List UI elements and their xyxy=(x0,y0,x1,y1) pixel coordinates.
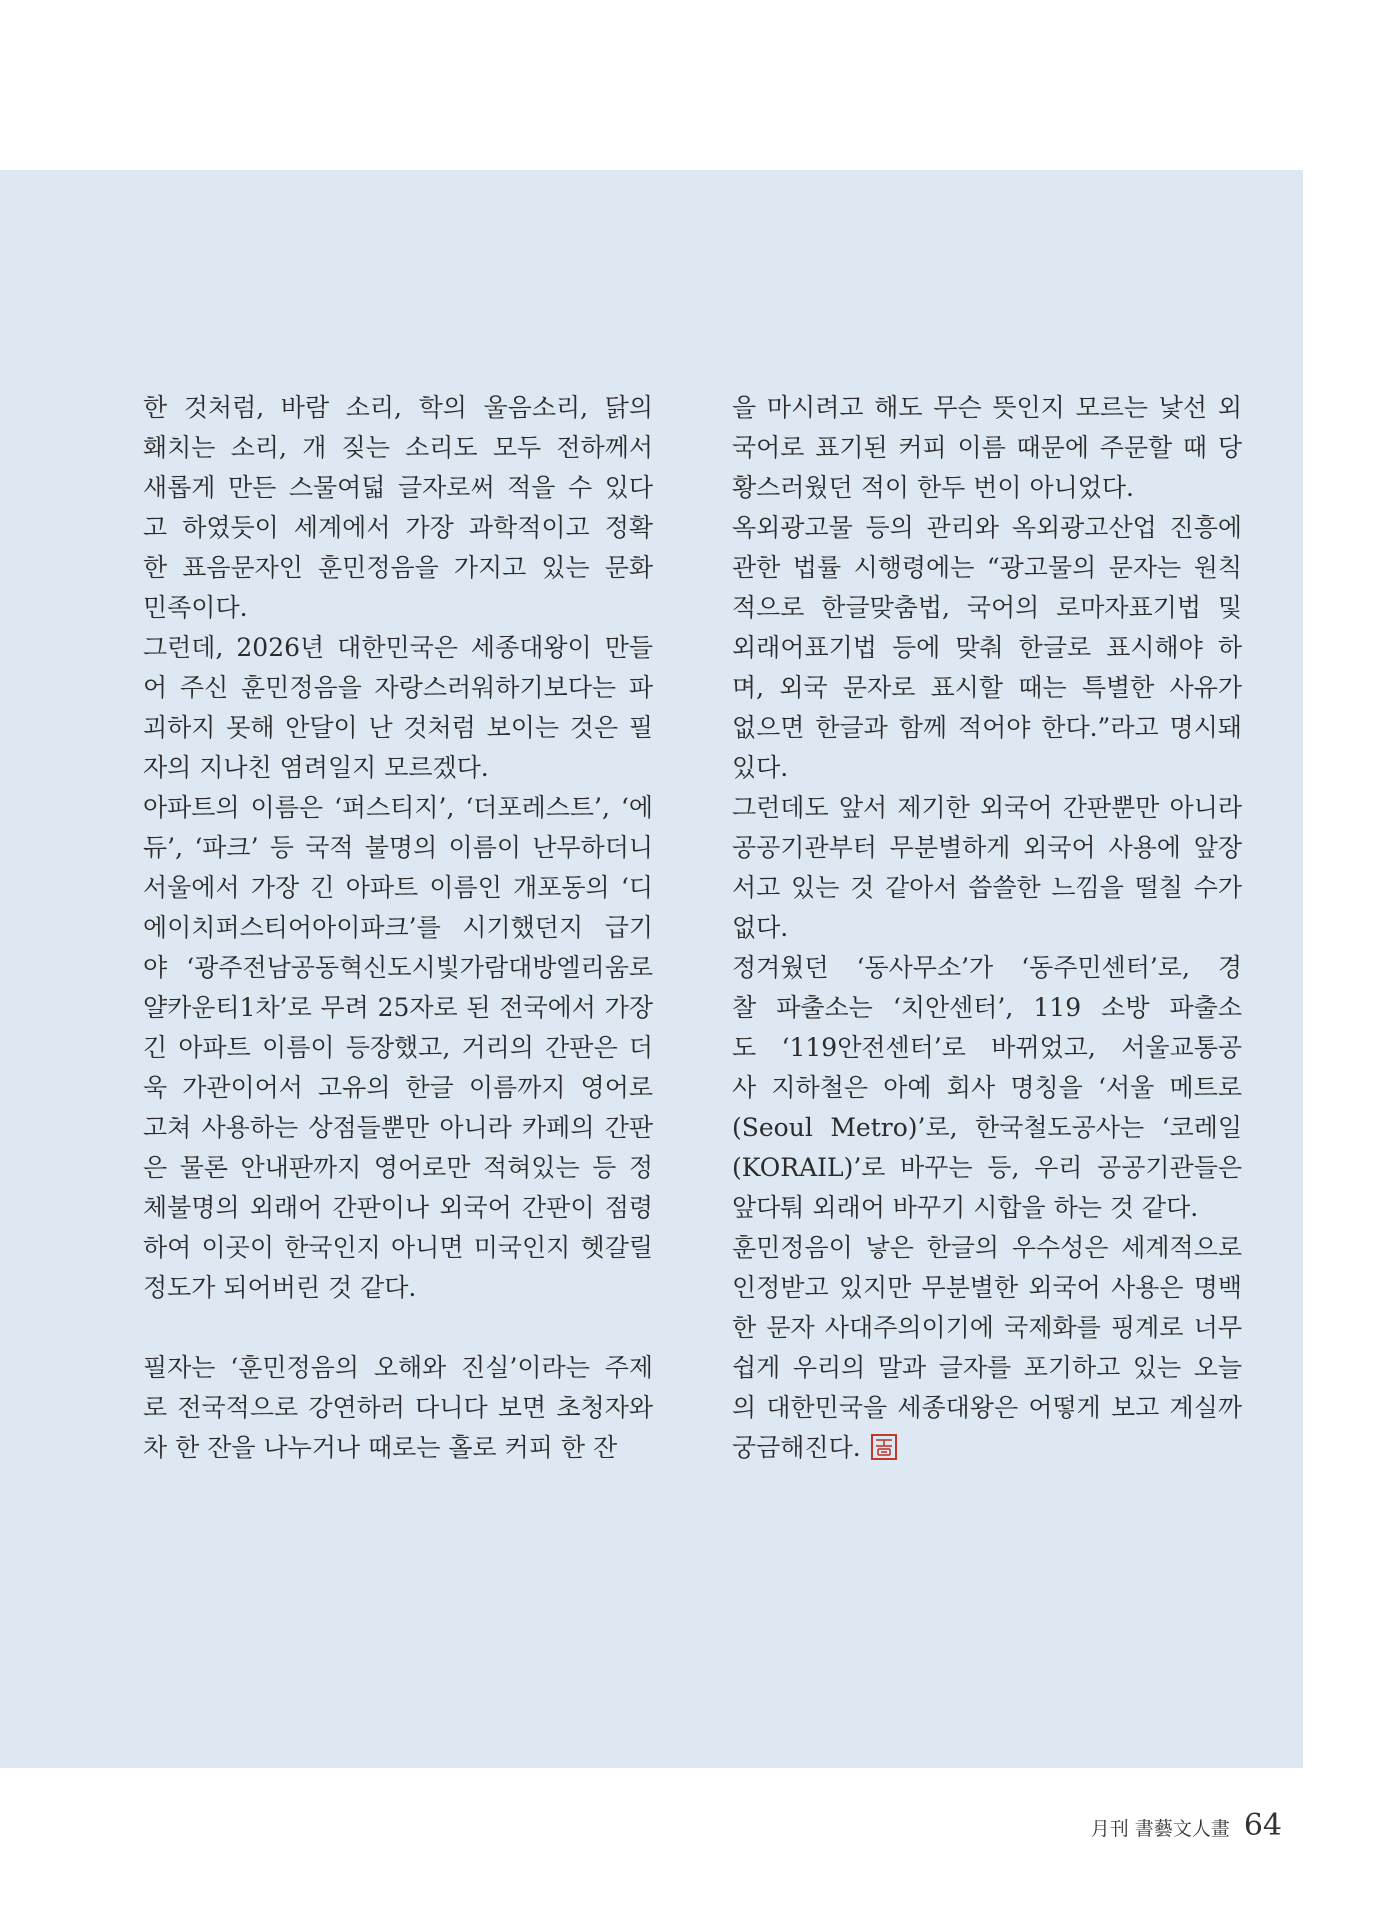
article-text-line: 쉽게 우리의 말과 글자를 포기하고 있는 오늘 xyxy=(732,1353,1242,1382)
article-text-line: 황스러웠던 적이 한두 번이 아니었다. xyxy=(732,473,1134,502)
article-text-line: 야 ‘광주전남공동혁신도시빛가람대방엘리움로 xyxy=(143,953,653,982)
article-text-line: 로 전국적으로 강연하러 다니다 보면 초청자와 xyxy=(143,1393,653,1422)
article-text-line: 국어로 표기된 커피 이름 때문에 주문할 때 당 xyxy=(732,433,1242,462)
article-text-line: 관한 법률 시행령에는 “광고물의 문자는 원칙 xyxy=(732,553,1242,582)
article-text-line: 적으로 한글맞춤법, 국어의 로마자표기법 및 xyxy=(732,593,1242,622)
article-text-line: (Seoul Metro)’로, 한국철도공사는 ‘코레일 xyxy=(732,1113,1242,1142)
article-text-line: 괴하지 못해 안달이 난 것처럼 보이는 것은 필 xyxy=(143,713,653,742)
article-text-line: 의 대한민국을 세종대왕은 어떻게 보고 계실까 xyxy=(732,1393,1242,1422)
article-text-line: 얄카운티1차’로 무려 25자로 된 전국에서 가장 xyxy=(143,993,653,1022)
article-right-column xyxy=(732,388,1242,1468)
article-text-line: 궁금해진다. xyxy=(732,1428,1242,1468)
article-text-line: 차 한 잔을 나누거나 때로는 홀로 커피 한 잔 xyxy=(143,1433,618,1462)
article-text-line: 찰 파출소는 ‘치안센터’, 119 소방 파출소 xyxy=(732,993,1242,1022)
article-text-line: 에이치퍼스티어아이파크’를 시기했던지 급기 xyxy=(143,913,653,942)
article-text-line: 고쳐 사용하는 상점들뿐만 아니라 카페의 간판 xyxy=(143,1113,653,1142)
article-text-line: 앞다퉈 외래어 바꾸기 시합을 하는 것 같다. xyxy=(732,1193,1199,1222)
page-number: 64 xyxy=(1243,1808,1282,1843)
article-left-column xyxy=(143,388,653,1468)
article-text-line: 어 주신 훈민정음을 자랑스러워하기보다는 파 xyxy=(143,673,653,702)
article-text-line: 아파트의 이름은 ‘퍼스티지’, ‘더포레스트’, ‘에 xyxy=(143,793,653,822)
article-text-line: 외래어표기법 등에 맞춰 한글로 표시해야 하 xyxy=(732,633,1242,662)
article-text-line: 훈민정음이 낳은 한글의 우수성은 세계적으로 xyxy=(732,1233,1242,1262)
paragraph-spacer xyxy=(143,1308,653,1348)
article-text-line: 서고 있는 것 같아서 씁쓸한 느낌을 떨칠 수가 xyxy=(732,873,1242,902)
article-text-line: 정겨웠던 ‘동사무소’가 ‘동주민센터’로, 경 xyxy=(732,953,1242,982)
magazine-title: 月刊 書藝文人畫 xyxy=(1090,1818,1230,1840)
article-text-line: 없다. xyxy=(732,913,789,942)
article-text-line: 서울에서 가장 긴 아파트 이름인 개포동의 ‘디 xyxy=(143,873,653,902)
article-text-line: 있다. xyxy=(732,753,789,782)
article-text-line: 새롭게 만든 스물여덟 글자로써 적을 수 있다 xyxy=(143,473,653,502)
article-text-line: 홰치는 소리, 개 짖는 소리도 모두 전하께서 xyxy=(143,433,653,462)
article-text-line: 을 마시려고 해도 무슨 뜻인지 모르는 낯선 외 xyxy=(732,393,1242,422)
article-text-line: 옥외광고물 등의 관리와 옥외광고산업 진흥에 xyxy=(732,513,1242,542)
article-text-line: 하여 이곳이 한국인지 아니면 미국인지 헷갈릴 xyxy=(143,1233,653,1262)
article-text-line: 공공기관부터 무분별하게 외국어 사용에 앞장 xyxy=(732,833,1242,862)
article-text-line: 도 ‘119안전센터’로 바뀌었고, 서울교통공 xyxy=(732,1033,1242,1062)
article-text-line: 고 하였듯이 세계에서 가장 과학적이고 정확 xyxy=(143,513,653,542)
article-text-line: 필자는 ‘훈민정음의 오해와 진실’이라는 주제 xyxy=(143,1353,653,1382)
article-text-line: 한 것처럼, 바람 소리, 학의 울음소리, 닭의 xyxy=(143,393,653,422)
article-text-line: 인정받고 있지만 무분별한 외국어 사용은 명백 xyxy=(732,1273,1242,1302)
article-text-line: 한 표음문자인 훈민정음을 가지고 있는 문화 xyxy=(143,553,653,582)
article-text-line: 자의 지나친 염려일지 모르겠다. xyxy=(143,753,489,782)
page-footer xyxy=(1091,1808,1282,1843)
article-text-line: 그런데도 앞서 제기한 외국어 간판뿐만 아니라 xyxy=(732,793,1242,822)
article-text-line: 은 물론 안내판까지 영어로만 적혀있는 등 정 xyxy=(143,1153,653,1182)
article-text-line: 그런데, 2026년 대한민국은 세종대왕이 만들 xyxy=(143,633,653,662)
article-text-line: 민족이다. xyxy=(143,593,248,622)
article-text-line: 욱 가관이어서 고유의 한글 이름까지 영어로 xyxy=(143,1073,653,1102)
article-text-line: 한 문자 사대주의이기에 국제화를 핑계로 너무 xyxy=(732,1313,1242,1342)
article-text-line: 긴 아파트 이름이 등장했고, 거리의 간판은 더 xyxy=(143,1033,653,1062)
seal-stamp-icon xyxy=(871,1434,897,1460)
article-text-line: 듀’, ‘파크’ 등 국적 불명의 이름이 난무하더니 xyxy=(143,833,653,862)
article-text-line: 며, 외국 문자로 표시할 때는 특별한 사유가 xyxy=(732,673,1242,702)
article-text-line: 체불명의 외래어 간판이나 외국어 간판이 점령 xyxy=(143,1193,653,1222)
article-text-line: 사 지하철은 아예 회사 명칭을 ‘서울 메트로 xyxy=(732,1073,1242,1102)
article-text-line: 정도가 되어버린 것 같다. xyxy=(143,1273,417,1302)
article-text-line: (KORAIL)’로 바꾸는 등, 우리 공공기관들은 xyxy=(732,1153,1242,1182)
article-text-line: 없으면 한글과 함께 적어야 한다.”라고 명시돼 xyxy=(732,713,1242,742)
